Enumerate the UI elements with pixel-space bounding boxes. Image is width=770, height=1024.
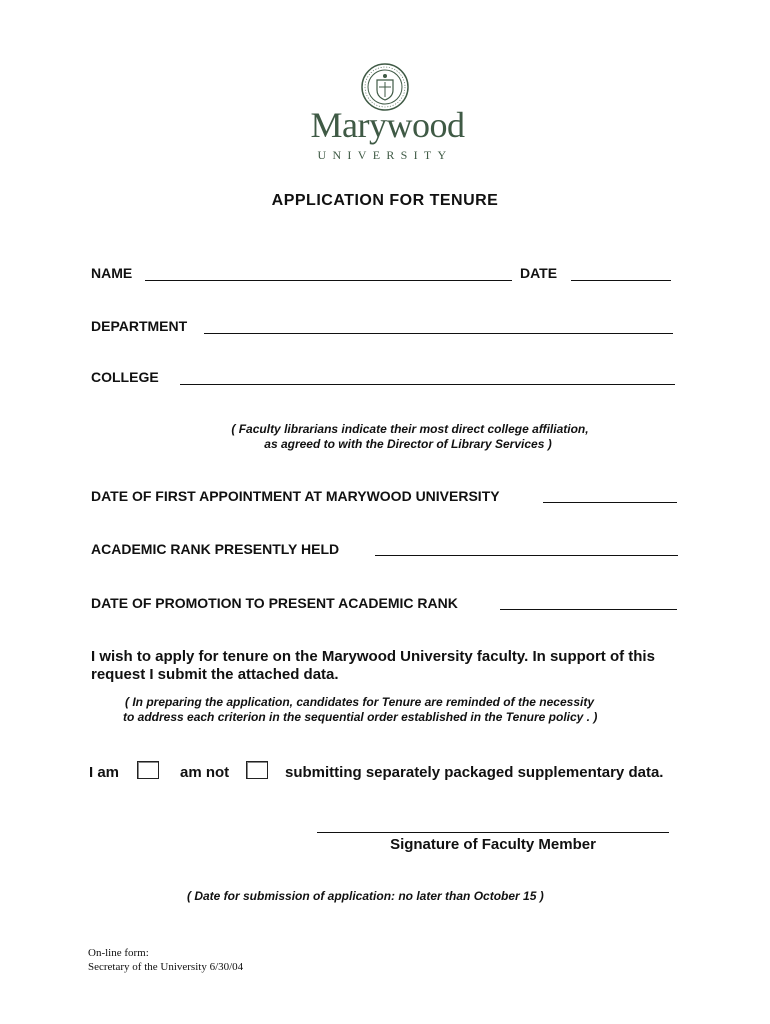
footer-line2: Secretary of the University 6/30/04 <box>88 961 244 973</box>
date-field[interactable] <box>571 280 671 281</box>
signature-label: Signature of Faculty Member <box>390 836 596 853</box>
footer-line1: On-line form: <box>88 947 149 959</box>
signature-field[interactable] <box>317 832 669 833</box>
date-label: DATE <box>520 265 558 281</box>
statement-note-line2: to address each criterion in the sequential order established in the Tenure policy . ) <box>123 710 598 724</box>
rank-field[interactable] <box>375 555 678 556</box>
college-note-line2: as agreed to with the Director of Library Services ) <box>264 437 552 451</box>
first-appointment-field[interactable] <box>543 502 677 503</box>
department-label: DEPARTMENT <box>91 318 188 334</box>
department-field[interactable] <box>204 333 673 334</box>
i-am-label: I am <box>89 764 120 781</box>
statement-note-line1: ( In preparing the application, candidates for Tenure are reminded of the necessity <box>125 695 594 709</box>
footer <box>88 946 243 974</box>
promotion-label: DATE OF PROMOTION TO PRESENT ACADEMIC RANK <box>91 595 458 611</box>
supplementary-text: submitting separately packaged supplementary data. <box>285 764 664 781</box>
rank-label: ACADEMIC RANK PRESENTLY HELD <box>91 541 340 557</box>
deadline-note: ( Date for submission of application: no later than October 15 ) <box>187 889 544 903</box>
brand-subtitle: UNIVERSITY <box>317 148 453 162</box>
college-field[interactable] <box>180 384 675 385</box>
name-label: NAME <box>91 265 133 281</box>
statement-line1: I wish to apply for tenure on the Marywood University faculty. In support of this <box>91 648 655 665</box>
brand-name: Marywood <box>310 105 465 145</box>
am-not-label: am not <box>180 764 230 781</box>
promotion-field[interactable] <box>500 609 677 610</box>
statement-line2: request I submit the attached data. <box>91 666 339 683</box>
i-am-checkbox[interactable] <box>137 761 159 779</box>
name-field[interactable] <box>145 280 512 281</box>
form-title: APPLICATION FOR TENURE <box>271 192 499 209</box>
college-note-line1: ( Faculty librarians indicate their most direct college affiliation, <box>231 422 589 436</box>
college-label: COLLEGE <box>91 369 159 385</box>
first-appointment-label: DATE OF FIRST APPOINTMENT AT MARYWOOD UNIVERSITY <box>91 488 500 504</box>
am-not-checkbox[interactable] <box>246 761 268 779</box>
